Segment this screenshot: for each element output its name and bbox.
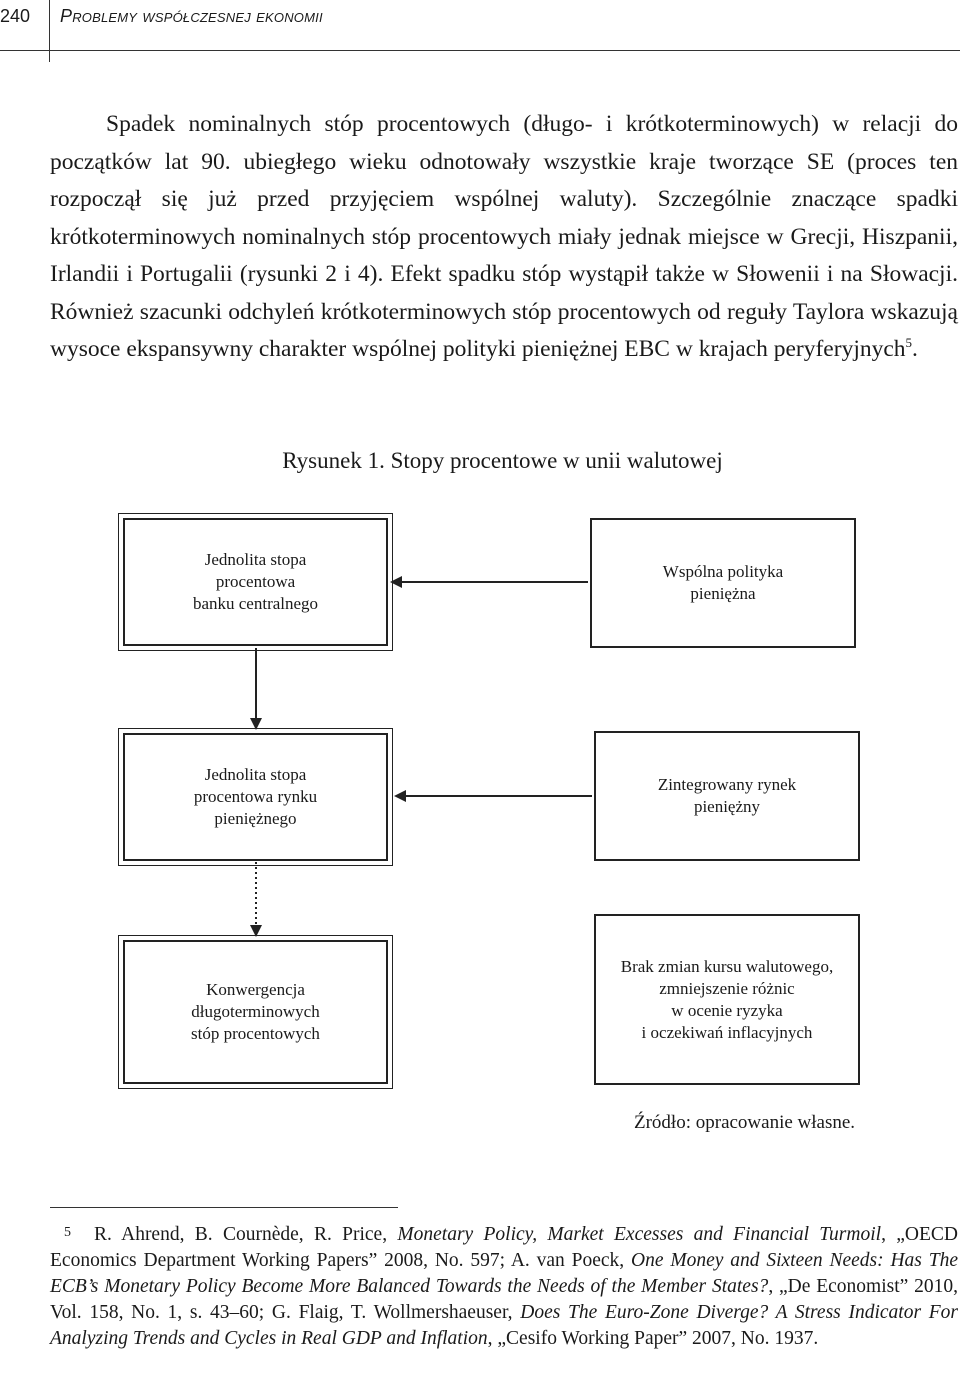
- figure-source: Źródło: opracowanie własne.: [634, 1112, 856, 1133]
- footnote-text-1: R. Ahrend, B. Cournède, R. Price,: [94, 1224, 398, 1245]
- box-money-market-rate: [123, 733, 388, 861]
- box-no-exchange-rate-label: Brak zmian kursu walutowego, zmniejszenie różnic w ocenie ryzyka i oczekiwań inflacyjnych: [620, 956, 834, 1042]
- box-money-market-rate-label: Jednolita stopa procentowa rynku pieniężnego: [193, 765, 318, 828]
- box-common-policy-label: Wspólna polityka pieniężna: [662, 562, 784, 603]
- box-central-bank-rate: [123, 518, 388, 646]
- footnote-text-3: , „De Economist” 2010, Vol. 158, No. 1, s. 43–60; G. Flaig, T. Wollmershaeuser,: [50, 1276, 958, 1323]
- box-common-policy: [590, 518, 856, 648]
- footnote-reference[interactable]: 5: [905, 335, 913, 351]
- box-central-bank-rate-label: Jednolita stopa procentowa banku centralnego: [192, 550, 319, 613]
- figure-caption: Rysunek 1. Stopy procentowe w unii walutowej: [282, 448, 723, 473]
- box-integrated-market-label: Zintegrowany rynek pieniężny: [657, 775, 797, 816]
- footnote: [50, 1222, 958, 1352]
- footnote-rule: [50, 1207, 398, 1208]
- body-period: .: [912, 336, 918, 362]
- box-integrated-market: [594, 731, 860, 861]
- body-text: Spadek nominalnych stóp procentowych (długo- i krótkoterminowych) w relacji do początków lat 90. ubiegłego wieku odnotowały wszystkie kraje tworzące SE (proces ten rozpoczął się już przed przyjęciem wspólnej waluty). Szczególnie znaczące spadki krótkoterminowych nominalnych stóp procentowych miały jednak miejsce w Grecji, Hiszpanii, Irlandii i Portugalii (rysunki 2 i 4). Efekt spadku stóp wystąpił także w Słowenii i na Słowacji. Również szacunki odchyleń krótkoterminowych stóp procentowych od reguły Taylora wskazują wysoce ekspansywny charakter wspólnej polityki pieniężnej EBC w krajach peryferyjnych: [50, 111, 958, 362]
- footnote-text-4: , „Cesifo Working Paper” 2007, No. 1937.: [487, 1328, 819, 1349]
- footnote-title-1: Monetary Policy, Market Excesses and Financial Turmoil: [397, 1224, 882, 1245]
- box-no-exchange-rate: [594, 914, 860, 1085]
- box-convergence: [123, 940, 388, 1084]
- footnote-title-3: Does The Euro-Zone Diverge? A Stress Indicator For Analyzing Trends and Cycles in Real GDP and Inflation: [50, 1302, 958, 1349]
- box-convergence-label: Konwergencja długoterminowych stóp procentowych: [191, 980, 320, 1043]
- footnote-text-2: , „OECD Economics Department Working Papers” 2008, No. 597; A. van Poeck,: [50, 1224, 958, 1271]
- page-number: 240: [0, 6, 31, 26]
- footnote-title-2: One Money and Sixteen Needs: Has The ECB’s Monetary Policy Become More Balanced Towards the Needs of the Member States?: [50, 1250, 958, 1297]
- footnote-number: 5: [64, 1225, 71, 1240]
- running-title: Problemy współczesnej ekonomii: [60, 6, 323, 26]
